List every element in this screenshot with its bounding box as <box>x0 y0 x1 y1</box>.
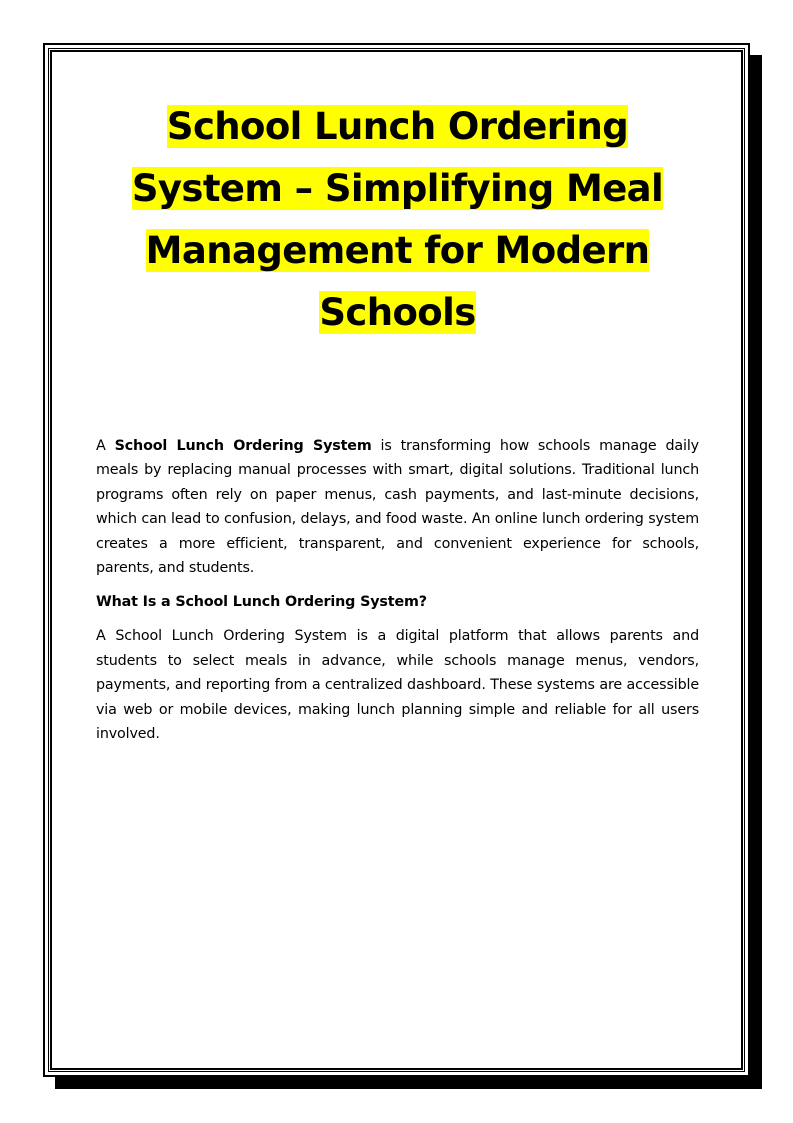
intro-lead: A <box>96 438 115 454</box>
document-body <box>96 96 699 746</box>
section-paragraph: A School Lunch Ordering System is a digital platform that allows parents and students to select meals in advance, while schools manage menus, vendors, payments, and reporting from a centralized dashboard. These systems are accessible via web or mobile devices, making lunch planning simple and reliable for all users involved. <box>96 628 699 743</box>
section-heading: What Is a School Lunch Ordering System? <box>96 594 427 611</box>
document-title-text: School Lunch Ordering System – Simplifying Meal Management for Modern Schools <box>131 105 664 334</box>
intro-bold-term: School Lunch Ordering System <box>114 438 372 454</box>
intro-text: is transforming how schools manage daily meals by replacing manual processes with smart, digital solutions. Traditional lunch programs often rely on paper menus, cash payments, and last-minute decisions, which can lead to confusion, delays, and food waste. An online lunch ordering system creates a more efficient, transparent, and convenient experience for schools, parents, and students. <box>96 438 699 577</box>
document-title <box>96 96 699 344</box>
intro-paragraph <box>96 434 699 580</box>
